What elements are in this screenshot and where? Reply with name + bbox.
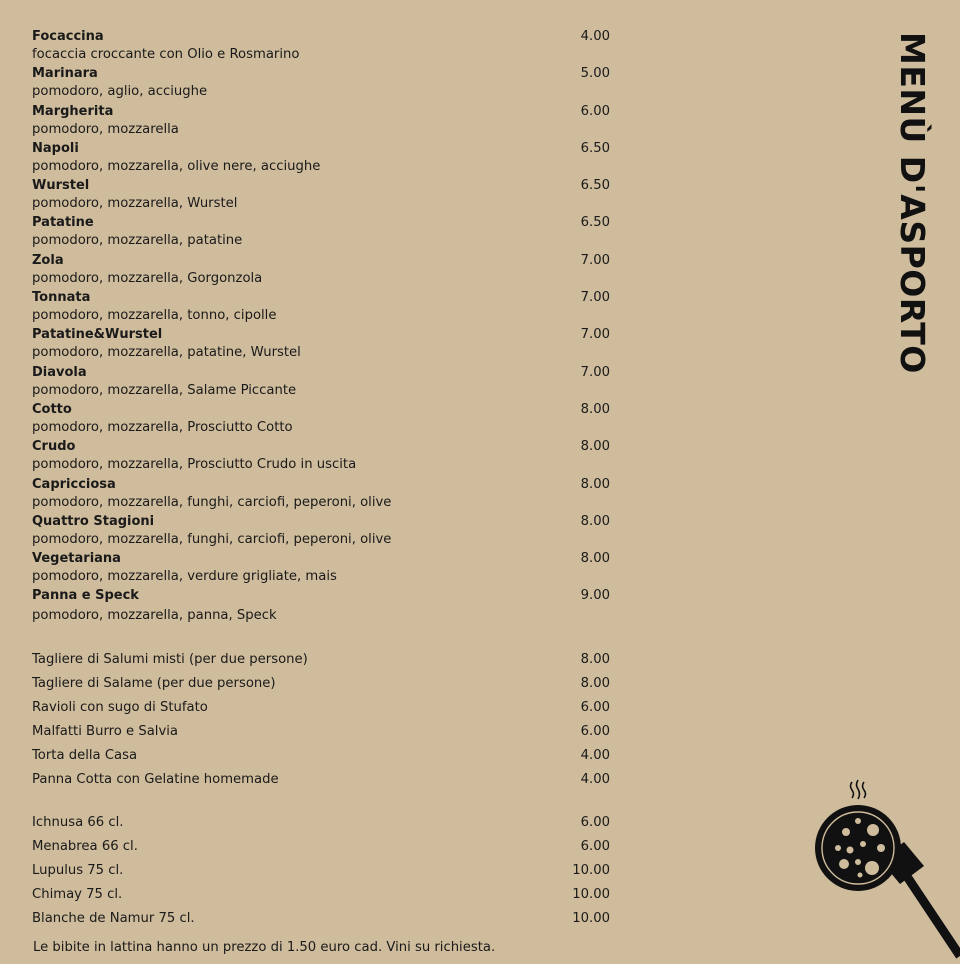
pizza-peel-icon [808, 776, 960, 964]
item-label: Tagliere di Salame (per due persone) [32, 676, 276, 691]
item-description: pomodoro, mozzarella, Prosciutto Crudo in uscita [32, 457, 357, 473]
item-name: Zola [32, 252, 64, 268]
item-name: Diavola [32, 364, 87, 380]
item-name: Panna e Speck [32, 588, 139, 604]
item-description: focaccia croccante con Olio e Rosmarino [32, 47, 300, 62]
item-name: Crudo [32, 439, 76, 455]
item-price: 8.00 [580, 439, 610, 455]
item-price: 4.00 [580, 772, 610, 787]
list-item [32, 911, 610, 935]
item-price: 6.00 [580, 700, 610, 715]
item-label: Tagliere di Salumi misti (per due persone) [32, 652, 308, 667]
item-label: Lupulus 75 cl. [32, 863, 124, 878]
item-price: 6.00 [580, 839, 610, 854]
item-description: pomodoro, mozzarella, Prosciutto Cotto [32, 419, 293, 435]
item-price: 10.00 [572, 911, 610, 926]
menu-item [32, 252, 610, 289]
item-description: pomodoro, mozzarella, Gorgonzola [32, 270, 263, 286]
list-item [32, 676, 610, 700]
menu-item [32, 214, 610, 251]
menu-item [32, 587, 610, 627]
item-price: 6.00 [580, 103, 610, 119]
item-label: Malfatti Burro e Salvia [32, 724, 179, 739]
item-name: Tonnata [32, 290, 91, 306]
item-price: 4.00 [580, 748, 610, 763]
list-item [32, 887, 610, 911]
list-item [32, 652, 610, 676]
menu-item [32, 513, 610, 550]
item-description: pomodoro, mozzarella [32, 121, 179, 137]
list-item [32, 815, 610, 839]
menu-item [32, 364, 610, 401]
list-item [32, 700, 610, 724]
item-description: pomodoro, mozzarella, patatine [32, 233, 243, 249]
item-price: 7.00 [580, 252, 610, 268]
item-price: 6.00 [580, 815, 610, 830]
item-price: 8.00 [580, 513, 610, 529]
item-description: pomodoro, mozzarella, tonno, cipolle [32, 308, 277, 324]
item-price: 10.00 [572, 863, 610, 878]
item-name: Quattro Stagioni [32, 513, 155, 529]
list-item [32, 724, 610, 748]
item-price: 7.00 [580, 364, 610, 380]
item-label: Panna Cotta con Gelatine homemade [32, 772, 279, 787]
item-price: 10.00 [572, 887, 610, 902]
item-name: Capricciosa [32, 476, 116, 492]
item-price: 7.00 [580, 290, 610, 306]
item-description: pomodoro, mozzarella, Wurstel [32, 196, 238, 212]
menu-item [32, 401, 610, 438]
item-price: 6.50 [580, 215, 610, 231]
menu-item [32, 177, 610, 214]
item-price: 8.00 [580, 476, 610, 492]
item-price: 9.00 [580, 588, 610, 604]
menu-item [32, 550, 610, 587]
item-description: pomodoro, mozzarella, patatine, Wurstel [32, 345, 301, 361]
item-label: Ravioli con sugo di Stufato [32, 700, 208, 715]
list-item [32, 839, 610, 863]
item-name: Marinara [32, 66, 98, 82]
item-label: Menabrea 66 cl. [32, 839, 138, 854]
list-item [32, 748, 610, 772]
menu-item [32, 103, 610, 140]
item-price: 6.00 [580, 724, 610, 739]
item-description: pomodoro, mozzarella, verdure grigliate, mais [32, 569, 337, 585]
pizza-menu [32, 28, 610, 627]
item-price: 6.50 [580, 178, 610, 194]
item-price: 5.00 [580, 66, 610, 82]
list-item [32, 772, 610, 796]
item-price: 8.00 [580, 652, 610, 667]
menu-item [32, 28, 610, 65]
menu-item [32, 65, 610, 102]
menu-item [32, 476, 610, 513]
item-name: Napoli [32, 140, 79, 156]
item-price: 8.00 [580, 401, 610, 417]
item-label: Torta della Casa [32, 748, 138, 763]
beers-list [32, 815, 610, 935]
item-name: Vegetariana [32, 551, 121, 567]
item-description: pomodoro, mozzarella, panna, Speck [32, 608, 277, 624]
item-price: 7.00 [580, 327, 610, 343]
item-description: pomodoro, aglio, acciughe [32, 84, 208, 100]
item-name: Wurstel [32, 178, 90, 194]
item-price: 4.00 [580, 29, 610, 44]
item-price: 8.00 [580, 676, 610, 691]
item-name: Focaccina [32, 29, 104, 44]
item-name: Margherita [32, 103, 114, 119]
footnote: Le bibite in lattina hanno un prezzo di 1.50 euro cad. Vini su richiesta. [33, 940, 496, 955]
item-price: 8.00 [580, 551, 610, 567]
menu-item [32, 438, 610, 475]
item-description: pomodoro, mozzarella, olive nere, acciughe [32, 158, 321, 174]
item-name: Patatine [32, 215, 94, 231]
extras-list [32, 652, 610, 796]
list-item [32, 863, 610, 887]
item-description: pomodoro, mozzarella, Salame Piccante [32, 382, 297, 398]
menu-item [32, 140, 610, 177]
item-description: pomodoro, mozzarella, funghi, carciofi, peperoni, olive [32, 494, 392, 510]
item-description: pomodoro, mozzarella, funghi, carciofi, peperoni, olive [32, 531, 392, 547]
item-label: Ichnusa 66 cl. [32, 815, 124, 830]
item-label: Chimay 75 cl. [32, 887, 123, 902]
item-label: Blanche de Namur 75 cl. [32, 911, 195, 926]
item-name: Patatine&Wurstel [32, 327, 163, 343]
item-name: Cotto [32, 401, 72, 417]
page-title: MENÙ D'ASPORTO [893, 32, 932, 374]
menu-item [32, 326, 610, 363]
item-price: 6.50 [580, 140, 610, 156]
menu-item [32, 289, 610, 326]
